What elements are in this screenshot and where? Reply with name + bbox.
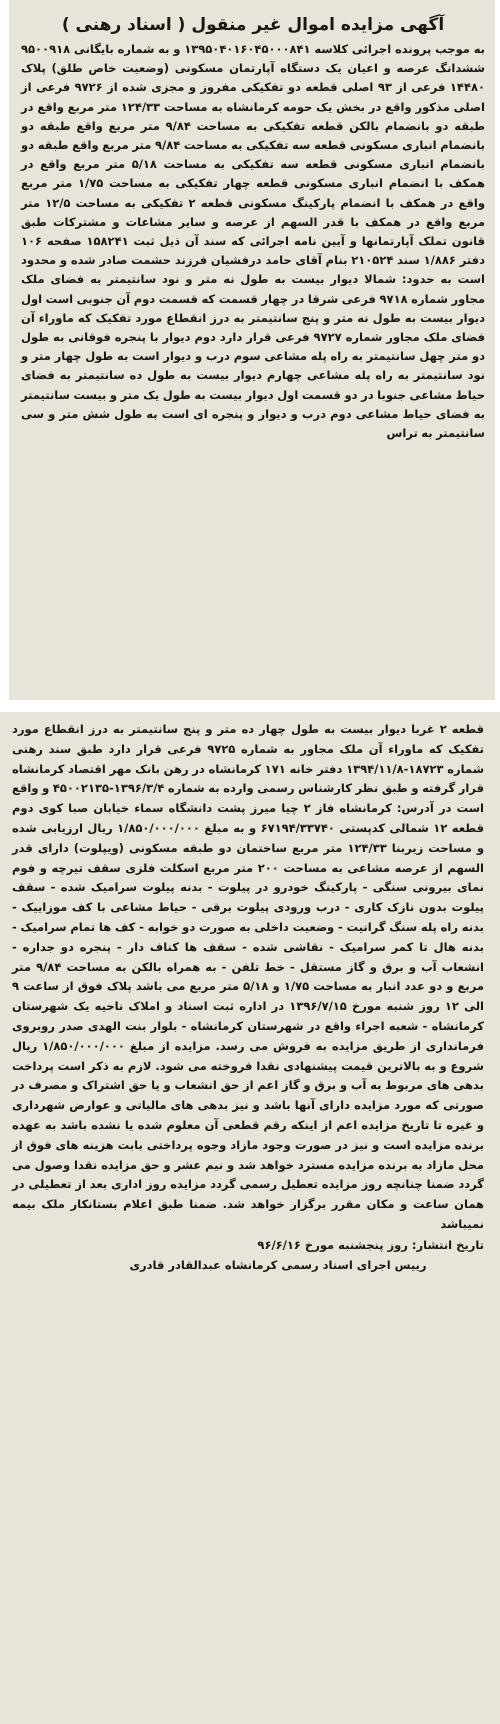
signature-line: رییس اجرای اسناد رسمی کرمانشاه عبدالقادر قادری [129,1257,427,1272]
notice-title: آگهی مزایده اموال غیر منقول ( اسناد رهنی ) [61,15,445,35]
clipping-bottom-section [0,712,500,1724]
clipping-top-section [9,0,495,700]
notice-body-part-1: به موجب پرونده اجرائی کلاسه ۱۳۹۵۰۴۰۱۶۰۴۵۰۰۰۸۴۱ و به شماره بایگانی ۹۵۰۰۹۱۸ ششدانگ عرصه و اعیان یک دستگاه آپارتمان مسکونی (وضعیت خاص طلق) پلاک ۱۴۴۸۰ فرعی از ۹۳ اصلی قطعه دو تفکیکی مفروز و مجزی شده از ۹۷۲۶ فرعی از اصلی مذکور واقع در بخش یک حومه کرمانشاه به مساحت ۱۲۴/۳۳ متر مربع واقع در طبقه دو بانضمام بالکن قطعه تفکیکی به مساحت ۹/۸۴ متر مربع واقع طبقه دو بانضمام انباری مسکونی قطعه سه تفکیکی به مساحت ۹/۸۴ متر مربع واقع طبقه دو بانضمام انباری مسکونی قطعه سه تفکیکی به مساحت ۵/۱۸ متر مربع واقع در همکف با انضمام انباری مسکونی قطعه چهار تفکیکی به مساحت ۱/۷۵ متر مربع واقع در همکف با انضمام پارکینگ مسکونی قطعه ۲ تفکیکی به مساحت ۱۲/۵ متر مربع واقع در همکف با قدر السهم از عرصه و سایر مشاعات و مشترکات طبق قانون تملک آپارتمانها و آیین نامه اجرائی که سند آن ذیل ثبت ۱۵۸۲۴۱ صفحه ۱۰۶ دفتر ۱/۸۸۶ سند ۲۱۰۵۲۴ بنام آقای حامد درفشیان فرزند حشمت صادر شده و محدود است به حدود: شمالا دیوار بیست به طول نه متر و نود سانتیمتر به فضای ملک مجاور شماره ۹۷۱۸ فرعی شرقا در چهار قسمت که قسمت دوم آن جنوبی است اول دیوار بیست به طول نه متر و پنج سانتیمتر به درز انقطاع مورد تفکیک که ماوراء آن فضای ملک مجاور شماره ۹۷۲۷ فرعی قرار دارد دوم دیوار با پنجره فوقانی به طول دو متر چهل سانتیمتر به راه پله مشاعی سوم درب و دیوار است به طول چهار متر و نود سانتیمتر به راه پله مشاعی چهارم دیوار بیست به طول ده سانتیمتر به فضای حیاط مشاعی جنوبا در دو قسمت اول دیوار بیست به طول یک متر و بیست سانتیمتر به فضای حیاط مشاعی دوم درب و دیوار و پنجره ای است به طول شش متر و سی سانتیمتر به تراس [21,42,486,441]
publish-date: تاریخ انتشار: روز پنجشنبه مورخ ۹۶/۶/۱۶ [257,1237,484,1252]
notice-body-part-2: قطعه ۲ غربا دیوار بیست به طول چهار ده متر و پنج سانتیمتر به درز انقطاع مورد تفکیک که ماوراء آن ملک مجاور به شماره ۹۷۲۵ فرعی قرار دارد طبق سند رهنی شماره ۱۸۷۲۳-۱۳۹۴/۱۱/۸ دفتر خانه ۱۷۱ کرمانشاه در رهن بانک مهر اقتصاد کرمانشاه قرار گرفته و طبق نظر کارشناس رسمی وارده به شماره ۱۳۹۶/۳/۴-۴۵۰۰۲۱۳۵ و واقع است در آدرس: کرمانشاه فاز ۲ چیا میرز پشت دانشگاه سماء خیابان صبا کوی دوم قطعه ۱۲ شمالی کدپستی ۶۷۱۹۴/۳۳۷۴۰ و به مبلغ ۱/۸۵۰/۰۰۰/۰۰۰ ریال ارزیابی شده و مساحت زیربنا ۱۲۴/۳۳ متر مربع ساختمان دو طبقه مسکونی (ویپلوت) دارای قدر السهم از عرصه مشاعی به مساحت ۲۰۰ متر مربع اسکلت فلزی سقف تیرچه و فوم نمای بیرونی سنگی - پارکینگ خودرو در پیلوت - بدنه پیلوت سرامیک شده - سقف پیلوت بدون نازک کاری - درب ورودی پیلوت برقی - حیاط مشاعی با کف موزاییک - بدنه راه پله سنگ گرانیت - وضعیت داخلی به صورت دو خوابه - کف ها تمام سرامیک - بدنه هال تا کمر سرامیک - نقاشی شده - سقف ها کناف دار - پنجره دو جداره - انشعاب آب و برق و گاز مستقل - خط تلفن - به همراه بالکن به مساحت ۹/۸۴ متر مربع و دو عدد انبار به مساحت ۱/۷۵ و ۵/۱۸ متر مربع می باشد پلاک فوق از ساعت ۹ الی ۱۲ روز شنبه مورخ ۱۳۹۶/۷/۱۵ در اداره ثبت اسناد و املاک ناحیه یک شهرستان کرمانشاه - شعبه اجراء واقع در شهرستان کرمانشاه - بلوار بنت الهدی صدر روبروی فرمانداری از طریق مزایده به فروش می رسد. مزایده از مبلغ ۱/۸۵۰/۰۰۰/۰۰۰ ریال شروع و به بالاترین قیمت پیشنهادی نقدا فروخته می شود. لازم به ذکر است پرداخت بدهی های مربوط به آب و برق و گاز اعم از حق انشعاب و یا حق اشتراک و مصرف در صورتی که مورد مزایده دارای آنها باشد و نیز بدهی های مالیاتی و عوارض شهرداری و غیره تا تاریخ مزایده اعم از اینکه رقم قطعی آن معلوم شده یا نشده باشد به عهده برنده مزایده است و نیز در صورت وجود مازاد وجوه پرداختی بابت هزینه های فوق از محل مازاد به برنده مزایده مسترد خواهد شد و نیم عشر و حق مزایده نقدا وصول می گردد ضمنا چنانچه روز مزایده تعطیل رسمی گردد مزایده روز اداری بعد از تعطیلی در همان ساعت و مکان مقرر برگزار خواهد شد. ضمنا طبق اعلام بستانکار ملک بیمه نمیباشد [12,722,485,1231]
